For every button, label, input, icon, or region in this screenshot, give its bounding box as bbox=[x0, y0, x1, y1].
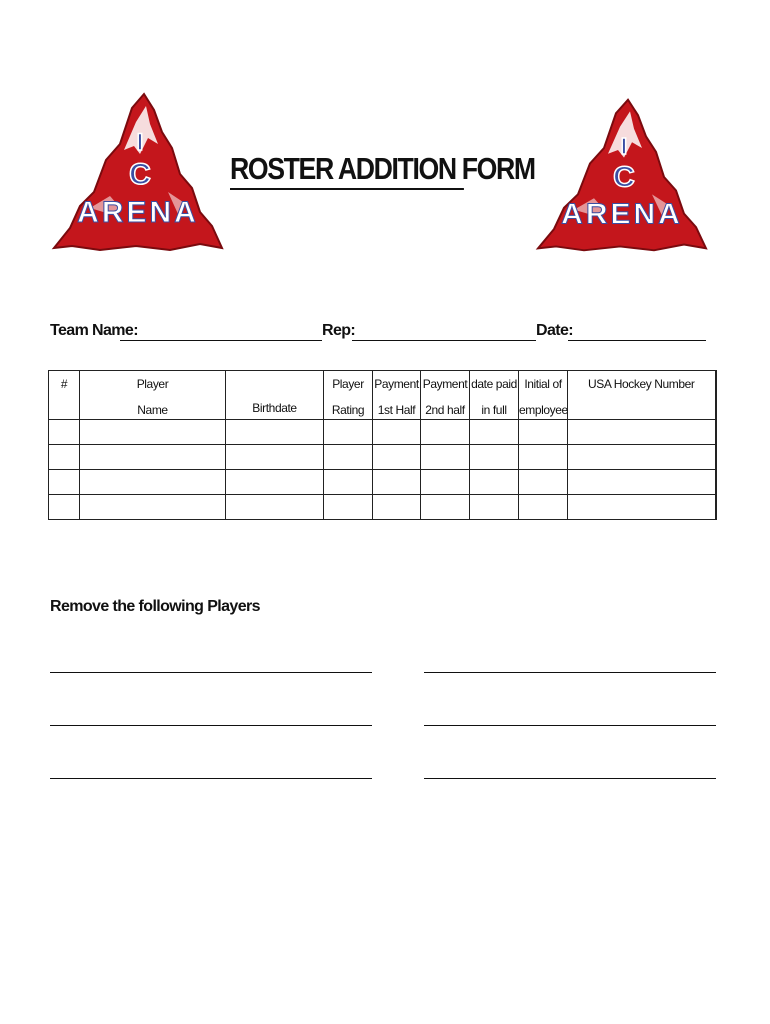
col-initial-employee: Initial of employee bbox=[519, 371, 568, 420]
table-cell[interactable] bbox=[470, 420, 519, 445]
remove-player-line[interactable] bbox=[424, 778, 716, 779]
logo-letter-c: C bbox=[129, 158, 151, 191]
logo-word-arena: ARENA bbox=[77, 196, 199, 229]
table-cell[interactable] bbox=[324, 445, 373, 470]
table-cell[interactable] bbox=[226, 470, 324, 495]
table-cell[interactable] bbox=[470, 470, 519, 495]
table-cell[interactable] bbox=[80, 420, 226, 445]
table-cell[interactable] bbox=[324, 420, 373, 445]
table-cell[interactable] bbox=[421, 445, 470, 470]
ice-arena-logo-left bbox=[50, 88, 224, 258]
col-date-paid: date paid in full bbox=[470, 371, 519, 420]
team-name-label: Team Name: bbox=[50, 322, 138, 339]
table-cell[interactable] bbox=[324, 470, 373, 495]
remove-player-line[interactable] bbox=[424, 725, 716, 726]
col-birthdate: Birthdate bbox=[226, 371, 324, 420]
rep-line[interactable] bbox=[352, 340, 536, 341]
table-cell[interactable] bbox=[80, 495, 226, 520]
table-cell[interactable] bbox=[49, 445, 80, 470]
table-cell[interactable] bbox=[373, 445, 421, 470]
table-cell[interactable] bbox=[519, 495, 568, 520]
table-cell[interactable] bbox=[373, 495, 421, 520]
table-cell[interactable] bbox=[470, 495, 519, 520]
col-number: # bbox=[49, 371, 80, 420]
date-label: Date: bbox=[536, 322, 574, 339]
table-cell[interactable] bbox=[568, 495, 716, 520]
table-cell[interactable] bbox=[80, 445, 226, 470]
table-cell[interactable] bbox=[421, 470, 470, 495]
table-header-row bbox=[49, 371, 716, 420]
logo-letter-i: I bbox=[136, 129, 144, 156]
table-cell[interactable] bbox=[568, 470, 716, 495]
table-row bbox=[49, 470, 716, 495]
logo-letter-c: C bbox=[613, 161, 635, 194]
remove-player-line[interactable] bbox=[424, 672, 716, 673]
col-player-rating: Player Rating bbox=[324, 371, 373, 420]
remove-player-line[interactable] bbox=[50, 672, 372, 673]
logo-letter-i: I bbox=[620, 133, 628, 159]
table-cell[interactable] bbox=[519, 445, 568, 470]
rep-label: Rep: bbox=[322, 322, 356, 339]
table-cell[interactable] bbox=[519, 420, 568, 445]
table-cell[interactable] bbox=[324, 495, 373, 520]
remove-player-line[interactable] bbox=[50, 778, 372, 779]
table-cell[interactable] bbox=[568, 445, 716, 470]
table-row bbox=[49, 495, 716, 520]
remove-players-heading: Remove the following Players bbox=[50, 598, 260, 615]
table-cell[interactable] bbox=[470, 445, 519, 470]
logo-word-arena: ARENA bbox=[561, 197, 683, 231]
table-cell[interactable] bbox=[80, 470, 226, 495]
ice-arena-logo-right bbox=[534, 94, 708, 258]
table-row bbox=[49, 445, 716, 470]
table-cell[interactable] bbox=[226, 445, 324, 470]
col-player-name: Player Name bbox=[80, 371, 226, 420]
header-fields bbox=[50, 320, 710, 346]
table-cell[interactable] bbox=[226, 495, 324, 520]
roster-table bbox=[48, 370, 717, 520]
table-cell[interactable] bbox=[49, 470, 80, 495]
remove-player-line[interactable] bbox=[50, 725, 372, 726]
table-cell[interactable] bbox=[373, 420, 421, 445]
table-cell[interactable] bbox=[519, 470, 568, 495]
table-cell[interactable] bbox=[226, 420, 324, 445]
table-cell[interactable] bbox=[421, 420, 470, 445]
table-cell[interactable] bbox=[568, 420, 716, 445]
form-title: ROSTER ADDITION FORM bbox=[230, 150, 464, 190]
date-line[interactable] bbox=[568, 340, 706, 341]
table-cell[interactable] bbox=[49, 420, 80, 445]
col-payment-2nd-half: Payment 2nd half bbox=[421, 371, 470, 420]
table-cell[interactable] bbox=[373, 470, 421, 495]
table-cell[interactable] bbox=[49, 495, 80, 520]
table-row bbox=[49, 420, 716, 445]
col-payment-1st-half: Payment 1st Half bbox=[373, 371, 421, 420]
col-usa-hockey-number: USA Hockey Number bbox=[568, 371, 716, 420]
team-name-line[interactable] bbox=[120, 340, 322, 341]
table-cell[interactable] bbox=[421, 495, 470, 520]
mountain-logo-icon bbox=[534, 94, 708, 258]
mountain-logo-icon bbox=[50, 88, 224, 258]
